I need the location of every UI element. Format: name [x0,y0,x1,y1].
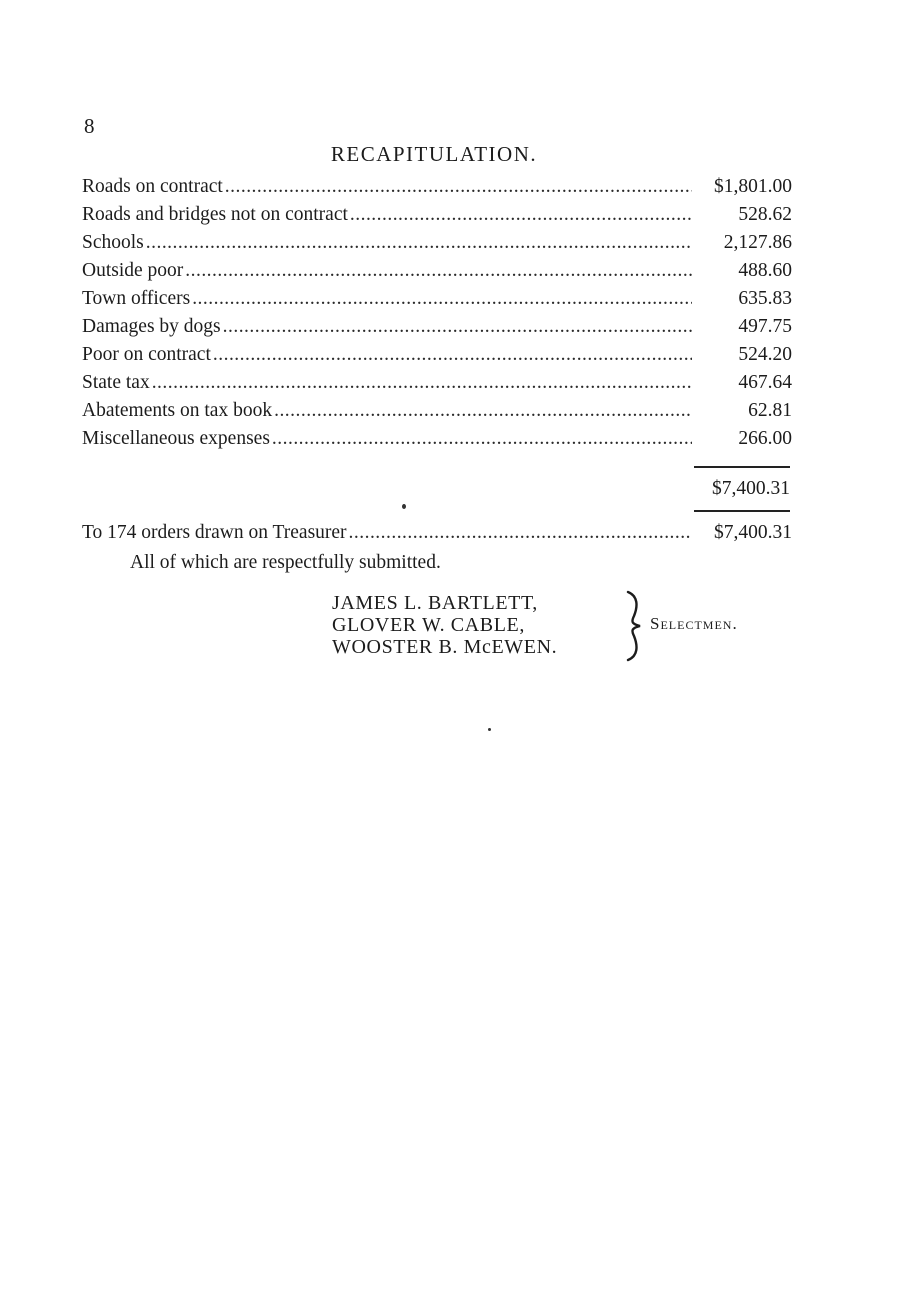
item-label: Miscellaneous expenses [82,428,270,449]
item-amount: 528.62 [738,204,792,225]
expense-ledger [82,176,792,456]
item-label: Abatements on tax book [82,400,273,421]
dot-leader [213,344,692,366]
orders-row [82,522,792,550]
item-label: State tax [82,372,150,393]
ledger-row [82,260,792,288]
orders-line [82,522,792,550]
signatory-name: GLOVER W. CABLE, [332,614,525,636]
dot-leader [185,260,692,282]
ledger-row [82,316,792,344]
total-block [694,466,790,512]
item-amount: 497.75 [738,316,792,337]
signatory-name: JAMES L. BARTLETT, [332,592,538,614]
ledger-row [82,428,792,456]
dot-leader [349,522,692,544]
orders-amount: $7,400.31 [714,522,792,543]
ledger-row [82,288,792,316]
brace-icon [620,588,646,664]
item-amount: 635.83 [738,288,792,309]
signatory-name: WOOSTER B. McEWEN. [332,636,558,658]
dot-leader [192,288,692,310]
item-amount: 524.20 [738,344,792,365]
ledger-row [82,344,792,372]
dot-leader [225,176,692,198]
item-label: Damages by dogs [82,316,221,337]
dot-leader [350,204,692,226]
closing-statement: All of which are respectfully submitted. [130,552,441,573]
item-amount: 266.00 [738,428,792,449]
ledger-row [82,176,792,204]
item-amount: 62.81 [748,400,792,421]
item-label: Schools [82,232,144,253]
item-label: Roads and bridges not on contract [82,204,348,225]
ledger-row [82,400,792,428]
item-label: Town officers [82,288,191,309]
item-amount: $1,801.00 [714,176,792,197]
item-label: Outside poor [82,260,184,281]
ink-speck [488,728,491,731]
orders-label: To 174 orders drawn on Treasurer [82,522,347,543]
role-label: Selectmen. [650,614,738,633]
dot-leader [272,428,692,450]
dot-leader [152,372,692,394]
ledger-row [82,204,792,232]
item-amount: 488.60 [738,260,792,281]
dot-leader [223,316,692,338]
ink-speck [402,504,406,509]
dot-leader [274,400,692,422]
item-amount: 467.64 [738,372,792,393]
item-label: Roads on contract [82,176,223,197]
ledger-row [82,232,792,260]
dot-leader [146,232,692,254]
item-amount: 2,127.86 [723,232,792,253]
total-rule-bottom [694,510,790,512]
ledger-row [82,372,792,400]
signature-block [332,592,557,658]
total-amount: $7,400.31 [712,478,790,499]
page-number: 8 [84,114,95,138]
item-label: Poor on contract [82,344,211,365]
page-title: RECAPITULATION. [330,142,538,166]
